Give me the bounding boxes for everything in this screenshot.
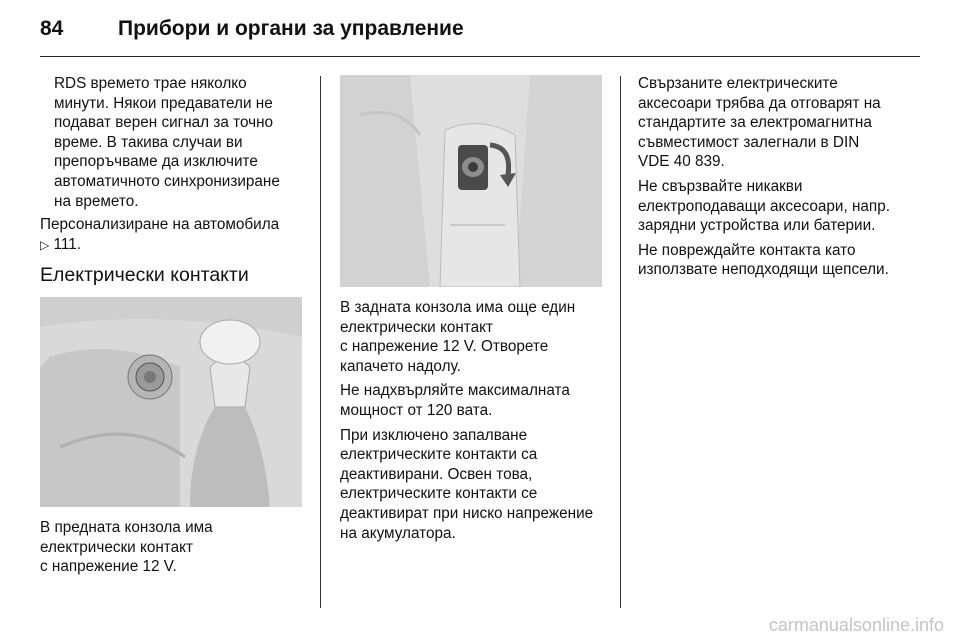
cross-reference — [40, 215, 310, 255]
front-console-socket-illustration — [40, 297, 302, 507]
text-line: Не свързвайте никакви — [638, 177, 803, 195]
text-line: с напрежение 12 V. — [40, 558, 177, 576]
page-ref-number[interactable]: 111. — [53, 235, 81, 253]
paragraph — [638, 74, 928, 172]
section-heading: Електрически контакти — [40, 264, 249, 286]
text-line: зарядни устройства или батерии. — [638, 217, 876, 235]
text-line: VDE 40 839. — [638, 153, 725, 171]
text-line: Свързаните електрическите — [638, 75, 838, 92]
text-line: деактивирани. Освен това, — [340, 465, 533, 483]
text-line: Не надхвърляйте максималната — [340, 382, 570, 400]
header-rule — [40, 56, 920, 57]
front-socket-caption — [40, 518, 310, 577]
text-line: Персонализиране на автомобила — [40, 216, 280, 234]
page-header — [40, 12, 920, 52]
paragraph — [340, 381, 615, 420]
column-divider — [320, 76, 321, 608]
intro-paragraph — [40, 74, 310, 211]
text-line: на акумулатора. — [340, 524, 456, 542]
watermark: carmanualsonline.info — [768, 615, 944, 635]
column-1 — [40, 74, 310, 255]
paragraph — [638, 177, 928, 236]
page-ref-arrow-icon: ▷ — [40, 237, 50, 252]
text-line: При изключено запалване — [340, 426, 528, 444]
text-line: деактивират при ниско напрежение — [340, 504, 594, 522]
text-line: време. В такива случаи ви — [54, 133, 243, 151]
text-line: мощност от 120 вата. — [340, 401, 493, 419]
text-line: препоръчваме да изключите — [54, 153, 258, 171]
text-line: на времето. — [54, 192, 139, 210]
text-line: използвате неподходящи щепсели. — [638, 261, 889, 279]
text-line: В задната конзола има още един — [340, 299, 576, 316]
text-line: Не повреждайте контакта като — [638, 241, 856, 259]
paragraph — [340, 426, 615, 544]
column-3 — [638, 74, 928, 285]
text-line: В предната конзола има — [40, 519, 213, 536]
text-line: електрическите контакти са — [340, 446, 538, 464]
text-line: подават верен сигнал за точно — [54, 114, 274, 132]
text-line: RDS времето трае няколко — [54, 75, 247, 92]
column-2 — [340, 298, 615, 548]
text-line: капачето надолу. — [340, 357, 461, 375]
page-title: Прибори и органи за управление — [118, 17, 464, 40]
text-line: стандартите за електромагнитна — [638, 114, 872, 132]
paragraph — [340, 298, 615, 376]
text-line: електрически контакт — [340, 318, 493, 336]
text-line: електрически контакт — [40, 538, 193, 556]
text-line: електроподаващи аксесоари, напр. — [638, 197, 890, 215]
text-line: автоматичното синхронизиране — [54, 172, 280, 190]
rear-console-socket-illustration — [340, 75, 602, 287]
text-line: електрическите контакти се — [340, 485, 538, 503]
text-line: съвместимост залегнали в DIN — [638, 133, 860, 151]
text-line: с напрежение 12 V. Отворете — [340, 338, 549, 356]
paragraph — [638, 241, 928, 280]
page-number: 84 — [40, 17, 64, 40]
text-line: аксесоари трябва да отговарят на — [638, 94, 881, 112]
column-divider — [620, 76, 621, 608]
text-line: минути. Някои предаватели не — [54, 94, 273, 112]
